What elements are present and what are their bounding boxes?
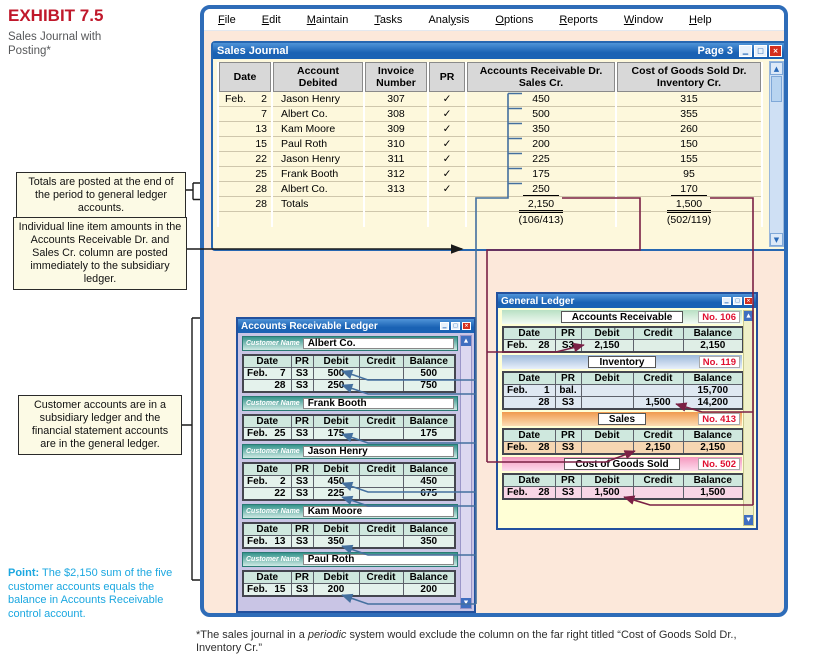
menu-item-help[interactable]: Help	[689, 13, 712, 26]
sales-journal-table	[217, 62, 763, 227]
gl-account-number: No. 502	[698, 458, 740, 470]
general-ledger-titlebar[interactable]	[498, 294, 756, 308]
ledger-row: Feb. 28 S3 1,500 1,500	[503, 487, 743, 500]
gl-account-number: No. 413	[698, 413, 740, 425]
posted-check-icon: ✓	[442, 93, 452, 105]
gl-account-header	[502, 310, 742, 324]
col-invoice-number: Invoice Number	[365, 62, 427, 92]
customer-name-row: Customer Name Paul Roth	[242, 552, 458, 567]
scroll-up-icon[interactable]: ▲	[744, 311, 753, 321]
ledger-row: Feb. 7 S3 500 500	[243, 368, 455, 380]
minimize-icon[interactable]: ▁	[722, 297, 731, 305]
menu-item-edit[interactable]: Edit	[261, 13, 281, 26]
gl-account-table: Date PR Debit Credit Balance Feb. 28 S3 2,150 2,150	[502, 326, 744, 353]
posted-check-icon: ✓	[442, 183, 452, 195]
close-icon[interactable]: ×	[744, 297, 753, 305]
ledger-row: Feb. 28 S3 2,150 2,150	[503, 340, 743, 353]
gl-scrollbar[interactable]	[743, 310, 754, 526]
menu-item-tasks[interactable]: Tasks	[374, 13, 403, 26]
gl-account-header	[502, 412, 742, 426]
customer-name-row: Customer Name Frank Booth	[242, 396, 458, 411]
ledger-row: 28 S3 250 750	[243, 380, 455, 393]
customer-name-input[interactable]: Jason Henry	[303, 446, 454, 457]
maximize-icon[interactable]: □	[754, 45, 767, 57]
sales-journal-window	[211, 41, 788, 251]
ar-ledger-title: Accounts Receivable Ledger	[241, 320, 378, 332]
customer-account-table: Date PR Debit Credit Balance Feb. 15 S3 200 200	[242, 570, 456, 597]
gl-account-number: No. 106	[698, 311, 740, 323]
customer-account-table: Date PR Debit Credit Balance Feb. 7 S3 500 500 28 S3 250 750	[242, 354, 456, 393]
journal-row: 22 Jason Henry 311 ✓ 225 155	[219, 152, 761, 167]
exhibit-subtitle: Sales Journal with Posting*	[8, 31, 102, 57]
journal-header-row	[219, 62, 761, 92]
footnote: *The sales journal in a periodic system would exclude the column on the far right titled “Cost of Goods Sold Dr., Inventory Cr.”	[196, 629, 737, 654]
customer-name-input[interactable]: Frank Booth	[303, 398, 454, 409]
posted-check-icon: ✓	[442, 168, 452, 180]
ar-ledger-scrollbar[interactable]	[460, 335, 472, 609]
journal-row: 7 Albert Co. 308 ✓ 500 355	[219, 107, 761, 122]
customer-name-row: Customer Name Jason Henry	[242, 444, 458, 459]
customer-name-input[interactable]: Albert Co.	[303, 338, 454, 349]
posted-check-icon: ✓	[442, 138, 452, 150]
menu-item-reports[interactable]: Reports	[559, 13, 598, 26]
ledger-row: Feb. 28 S3 2,150 2,150	[503, 442, 743, 455]
menu-item-file[interactable]: File	[218, 13, 236, 26]
ledger-row: 22 S3 225 675	[243, 488, 455, 501]
gl-account-table: Date PR Debit Credit Balance Feb. 28 S3 2,150 2,150	[502, 428, 744, 455]
posting-reference-row	[219, 212, 761, 227]
col-cogs-dr-inventory-cr: Cost of Goods Sold Dr. Inventory Cr.	[617, 62, 761, 92]
ledger-row: Feb. 13 S3 350 350	[243, 536, 455, 549]
point-label: Point:	[8, 567, 40, 579]
customer-name-input[interactable]: Kam Moore	[303, 506, 454, 517]
ledger-row: Feb. 1 bal. 15,700	[503, 385, 743, 397]
page-indicator: Page 3	[697, 45, 733, 57]
gl-account-header	[502, 355, 742, 369]
menu-item-options[interactable]: Options	[495, 13, 534, 26]
maximize-icon[interactable]: □	[733, 297, 742, 305]
ar-total: 2,150	[519, 198, 563, 213]
journal-row: 15 Paul Roth 310 ✓ 200 150	[219, 137, 761, 152]
gl-account-table: Date PR Debit Credit Balance Feb. 28 S3 1,500 1,500	[502, 473, 744, 500]
posted-check-icon: ✓	[442, 108, 452, 120]
point-note	[8, 567, 180, 621]
posted-check-icon: ✓	[442, 153, 452, 165]
journal-row: Feb. 2 Jason Henry 307 ✓ 450 315	[219, 92, 761, 107]
callout-customer-accounts: Customer accounts are in a subsidiary ledger and the financial statement accounts are in the general ledger.	[18, 395, 182, 455]
scroll-down-icon[interactable]: ▼	[744, 515, 753, 525]
minimize-icon[interactable]: ▁	[440, 322, 449, 330]
gl-account-header	[502, 457, 742, 471]
scroll-thumb[interactable]	[771, 76, 782, 102]
scroll-down-icon[interactable]: ▼	[770, 233, 783, 246]
customer-account-table: Date PR Debit Credit Balance Feb. 13 S3 350 350	[242, 522, 456, 549]
gl-account-name: Inventory	[588, 356, 655, 368]
gl-account-number: No. 119	[699, 356, 740, 368]
cogs-posting-ref: (502/119)	[617, 212, 761, 227]
gl-account-name: Sales	[598, 413, 646, 425]
menu-item-maintain[interactable]: Maintain	[306, 13, 349, 26]
menu-item-window[interactable]: Window	[623, 13, 664, 26]
journal-row: 25 Frank Booth 312 ✓ 175 95	[219, 167, 761, 182]
col-ar-dr-sales-cr: Accounts Receivable Dr. Sales Cr.	[467, 62, 615, 92]
customer-name-row: Customer Name Kam Moore	[242, 504, 458, 519]
application-window	[200, 5, 788, 617]
journal-row: 13 Kam Moore 309 ✓ 350 260	[219, 122, 761, 137]
gl-account-name: Cost of Goods Sold	[564, 458, 679, 470]
callout-individual-amounts: Individual line item amounts in the Accounts Receivable Dr. and Sales Cr. column are posted immediately to the subsidiary ledger.	[13, 217, 187, 290]
col-pr: PR	[429, 62, 465, 92]
customer-name-input[interactable]: Paul Roth	[303, 554, 454, 565]
journal-totals-row: 28 Totals 2,150 1,500	[219, 197, 761, 212]
ledger-row: 28 S3 1,500 14,200	[503, 397, 743, 410]
callout-totals-posted: Totals are posted at the end of the period to general ledger accounts.	[16, 172, 186, 219]
menu-bar	[204, 9, 784, 31]
ledger-row: Feb. 25 S3 175 175	[243, 428, 455, 441]
customer-name-row: Customer Name Albert Co.	[242, 336, 458, 351]
scroll-down-icon[interactable]: ▼	[461, 598, 471, 608]
col-date: Date	[219, 62, 271, 92]
gl-account-name: Accounts Receivable	[561, 311, 684, 323]
accounts-receivable-ledger-window	[236, 317, 476, 613]
minimize-icon[interactable]: ▁	[739, 45, 752, 57]
ledger-row: Feb. 15 S3 200 200	[243, 584, 455, 597]
gl-account-table: Date PR Debit Credit Balance Feb. 1 bal. 15,700 28 S3 1,500 14,200	[502, 371, 744, 410]
customer-account-table: Date PR Debit Credit Balance Feb. 25 S3 175 175	[242, 414, 456, 441]
ledger-row: Feb. 2 S3 450 450	[243, 476, 455, 488]
sales-journal-title: Sales Journal	[217, 45, 289, 57]
col-account-debited: Account Debited	[273, 62, 363, 92]
customer-account-table: Date PR Debit Credit Balance Feb. 2 S3 450 450 22 S3 225 675	[242, 462, 456, 501]
cogs-total: 1,500	[667, 198, 711, 213]
general-ledger-title: General Ledger	[501, 295, 575, 307]
close-icon[interactable]: ×	[462, 322, 471, 330]
ar-posting-ref: (106/413)	[467, 212, 615, 227]
journal-scrollbar[interactable]	[769, 61, 784, 247]
point-text: The $2,150 sum of the five customer accounts equals the balance in Accounts Receivable control account.	[8, 567, 173, 620]
sales-journal-titlebar[interactable]	[213, 43, 786, 59]
maximize-icon[interactable]: □	[451, 322, 460, 330]
close-icon[interactable]: ×	[769, 45, 782, 57]
journal-row: 28 Albert Co. 313 ✓ 250 170	[219, 182, 761, 197]
posted-check-icon: ✓	[442, 123, 452, 135]
exhibit-number: EXHIBIT 7.5	[8, 6, 104, 25]
scroll-up-icon[interactable]: ▲	[770, 62, 783, 75]
scroll-up-icon[interactable]: ▲	[461, 336, 471, 346]
ar-ledger-titlebar[interactable]	[238, 319, 474, 333]
menu-item-analysis[interactable]: Analysis	[428, 13, 470, 26]
general-ledger-window	[496, 292, 758, 530]
